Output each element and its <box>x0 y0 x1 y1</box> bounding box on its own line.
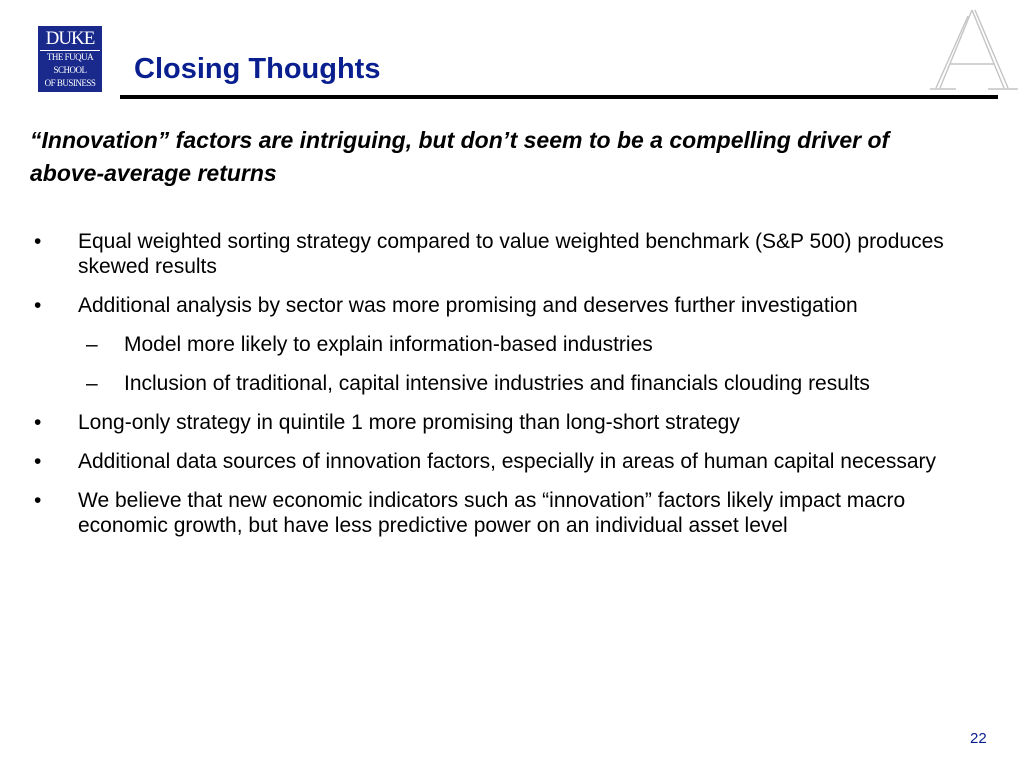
sub-bullet-item <box>0 332 1000 357</box>
slide-title: Closing Thoughts <box>134 53 381 85</box>
logo-line-duke: DUKE <box>40 28 100 51</box>
bullet-item <box>0 410 1000 435</box>
bullet-marker: • <box>34 294 42 317</box>
bullet-marker: – <box>86 333 98 356</box>
bullet-text: Long-only strategy in quintile 1 more promising than long-short strategy <box>78 411 740 434</box>
bullet-text: Model more likely to explain information-based industries <box>124 333 653 356</box>
slide-subtitle: “Innovation” factors are intriguing, but don’t seem to be a compelling driver of above-average returns <box>30 127 890 186</box>
duke-fuqua-logo <box>38 26 102 92</box>
page-number: 22 <box>970 730 987 747</box>
title-divider <box>120 95 998 99</box>
bullet-marker: • <box>34 411 42 434</box>
bullet-item <box>0 229 1000 279</box>
bullet-item <box>0 449 1000 474</box>
logo-line-fuqua: THE FUQUA <box>46 52 94 62</box>
bullet-marker: – <box>86 372 98 395</box>
logo-line-business: OF BUSINESS <box>44 78 96 88</box>
bullet-item <box>0 293 1000 318</box>
logo-line-school: SCHOOL <box>53 65 87 75</box>
bullet-item <box>0 488 1000 538</box>
bullet-text: Additional data sources of innovation factors, especially in areas of human capital necessary <box>78 450 936 473</box>
bullet-text: We believe that new economic indicators such as “innovation” factors likely impact macro economic growth, but have less predictive power on an individual asset level <box>78 489 906 537</box>
sub-bullet-item <box>0 371 1000 396</box>
bullet-list <box>0 229 1000 552</box>
bullet-text: Additional analysis by sector was more promising and deserves further investigation <box>78 294 858 317</box>
bullet-text: Inclusion of traditional, capital intensive industries and financials clouding results <box>124 372 870 395</box>
bullet-text: Equal weighted sorting strategy compared to value weighted benchmark (S&P 500) produces skewed results <box>78 230 944 278</box>
bullet-marker: • <box>34 450 42 473</box>
bullet-marker: • <box>34 230 42 253</box>
bullet-marker: • <box>34 489 42 512</box>
letter-a-watermark-icon <box>922 6 1022 96</box>
